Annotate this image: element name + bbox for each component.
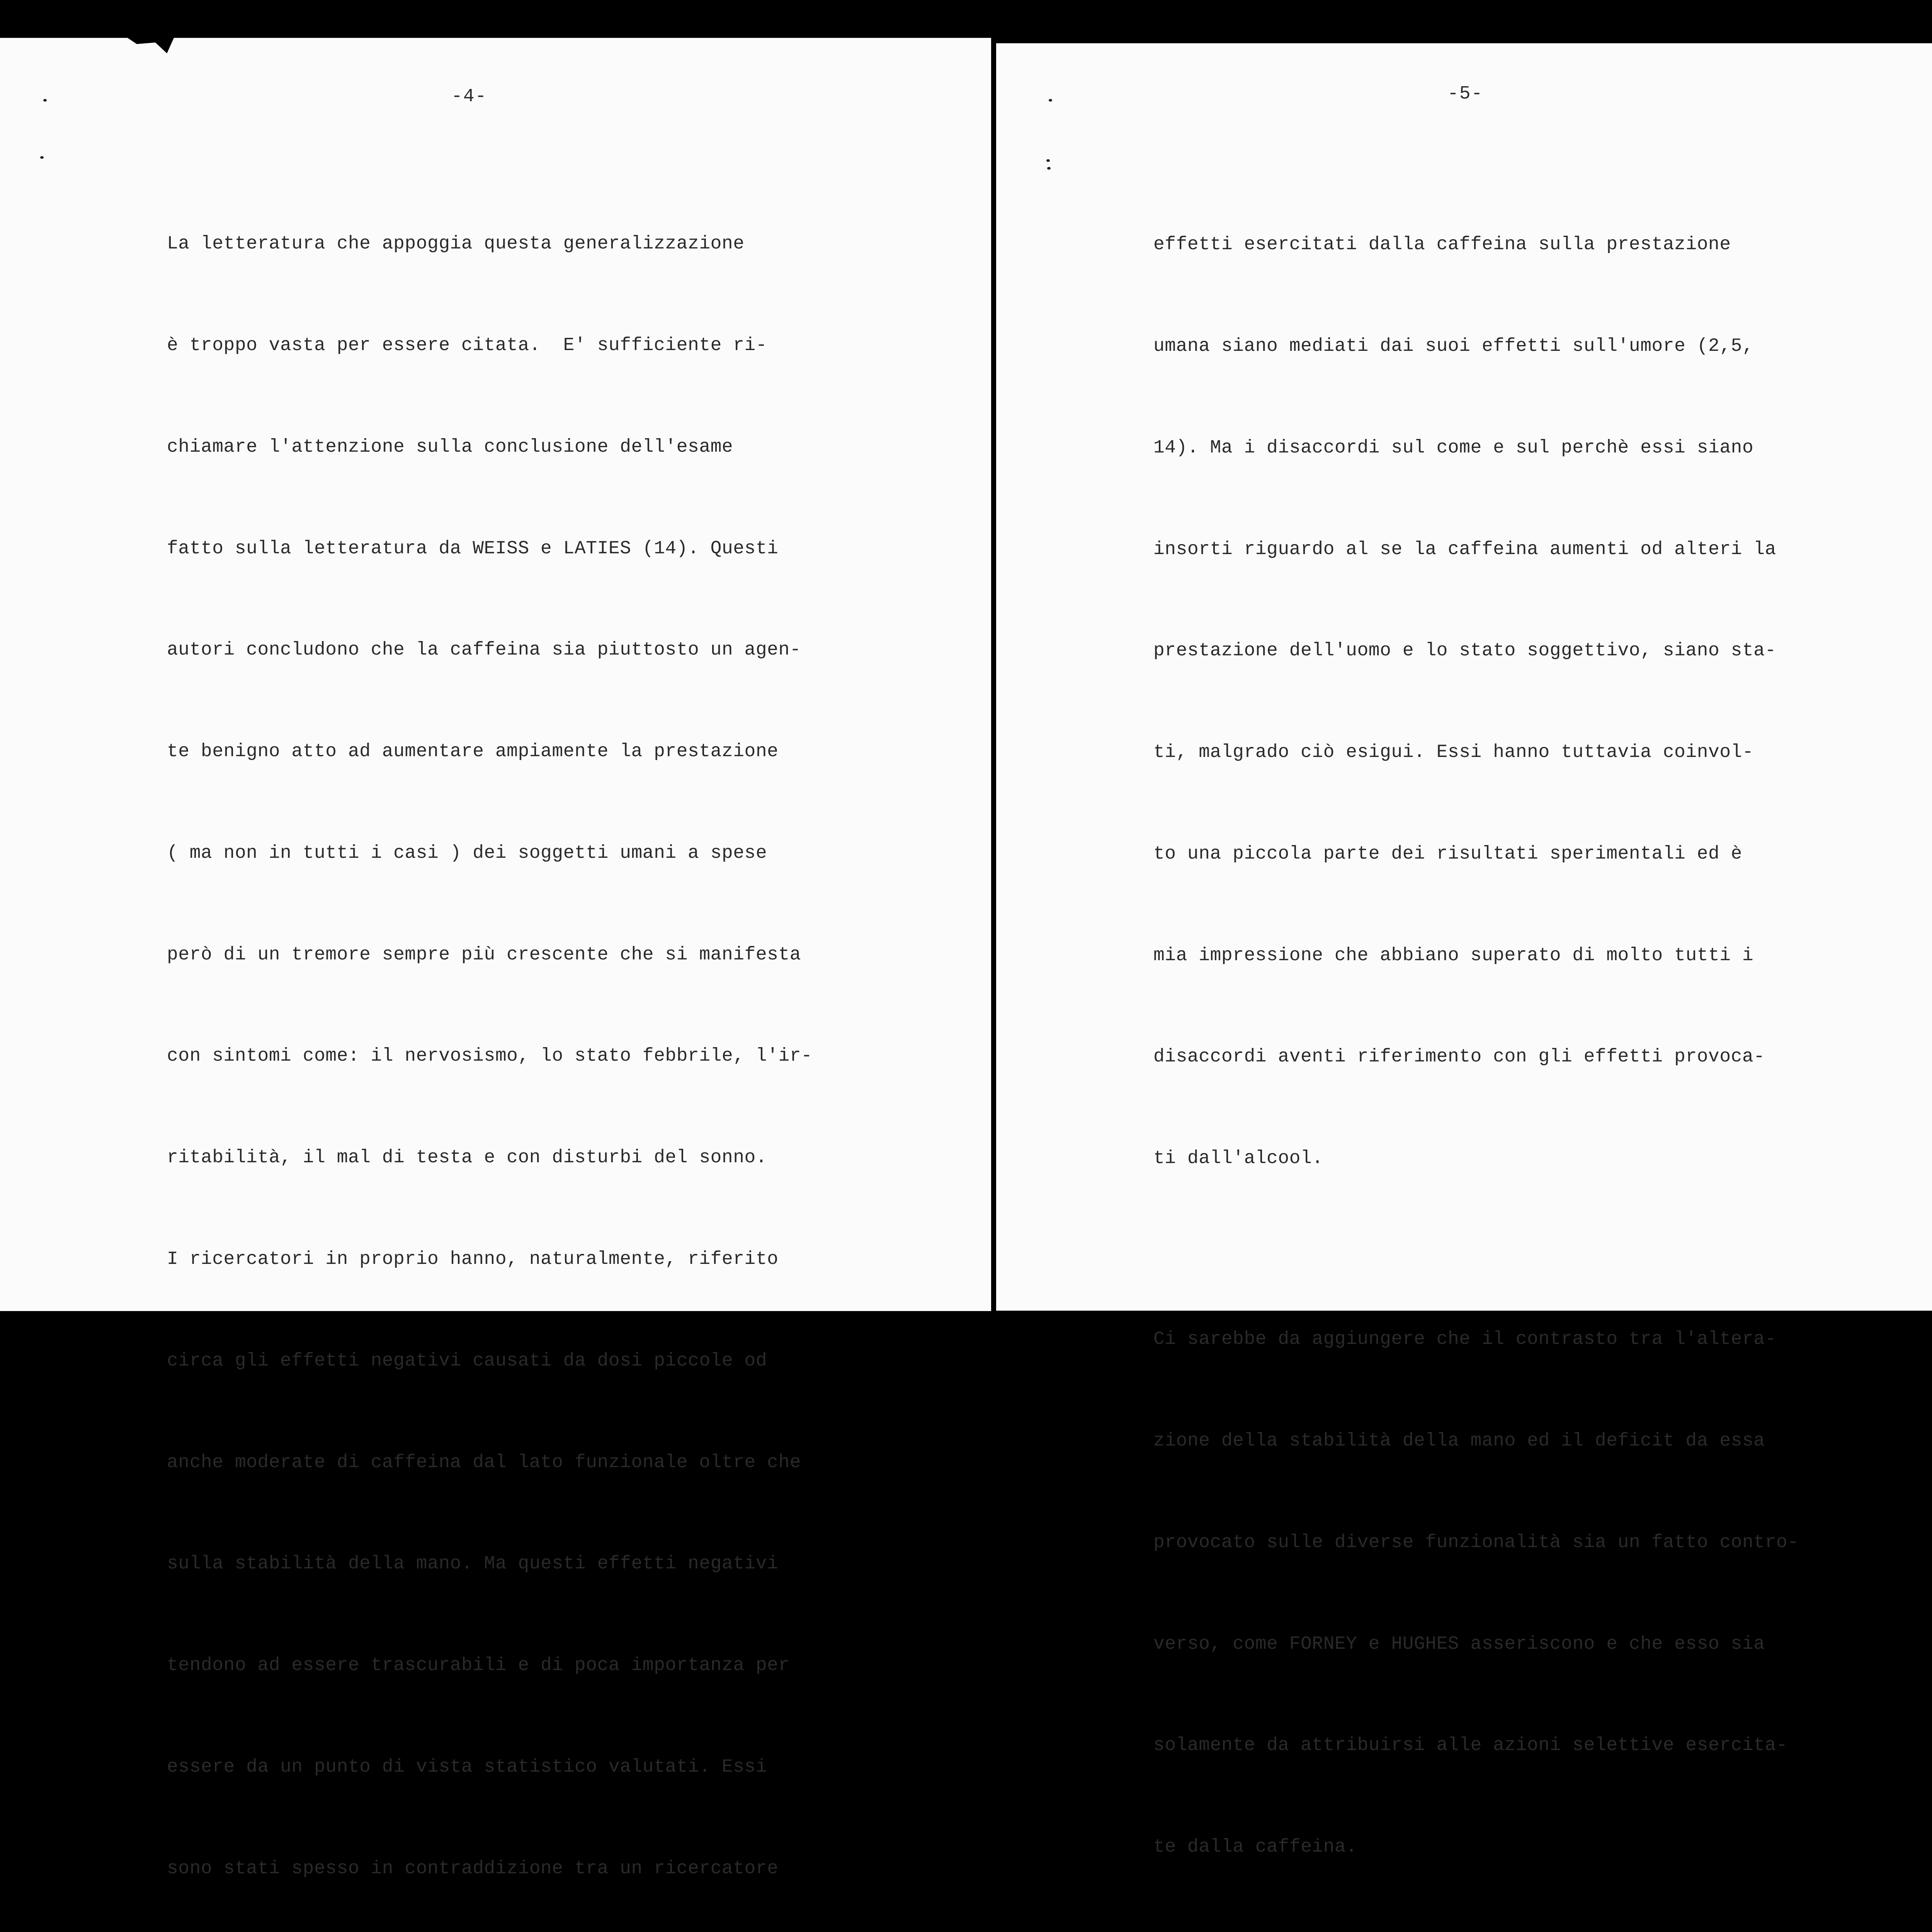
text-line: umana siano mediati dai suoi effetti sull'umore (2,5, — [1153, 330, 1810, 364]
text-line: zione della stabilità della mano ed il deficit da essa — [1153, 1424, 1810, 1458]
text-line: chiamare l'attenzione sulla conclusione dell'esame — [167, 430, 812, 464]
text-line: La letteratura che appoggia questa generalizzazione — [167, 227, 812, 261]
text-line: verso, come FORNEY e HUGHES asseriscono e che esso sia — [1153, 1628, 1810, 1662]
text-line: ti dall'alcool. — [1153, 1142, 1810, 1176]
text-line: disaccordi aventi riferimento con gli effetti provoca- — [1153, 1040, 1810, 1074]
text-line: anche moderate di caffeina dal lato funzionale oltre che — [167, 1446, 812, 1480]
text-line: sono stati spesso in contraddizione tra un ricercatore — [167, 1852, 812, 1886]
text-line: ti, malgrado ciò esigui. Essi hanno tuttavia coinvol- — [1153, 736, 1810, 770]
page-number-left: -4- — [451, 86, 487, 107]
text-line: mia impressione che abbiano superato di molto tutti i — [1153, 939, 1810, 973]
text-line: sulla stabilità della mano. Ma questi effetti negativi — [167, 1547, 812, 1581]
page-number-right: -5- — [1447, 83, 1483, 104]
speck-mark — [43, 99, 47, 102]
speck-mark — [1046, 159, 1050, 162]
text-line: ritabilità, il mal di testa e con disturbi del sonno. — [167, 1141, 812, 1175]
text-line: prestazione dell'uomo e lo stato soggettivo, siano sta- — [1153, 634, 1810, 668]
text-line: Ci sarebbe da aggiungere che il contrasto tra l'altera- — [1153, 1323, 1810, 1357]
text-line: I ricercatori in proprio hanno, naturalmente, riferito — [167, 1243, 812, 1277]
speck-mark — [1047, 167, 1051, 170]
text-line: provocato sulle diverse funzionalità sia un fatto contro- — [1153, 1526, 1810, 1560]
right-page — [996, 43, 1932, 1311]
text-line: però di un tremore sempre più crescente che si manifesta — [167, 938, 812, 972]
text-line: te benigno atto ad aumentare ampiamente la prestazione — [167, 735, 812, 769]
text-line: è troppo vasta per essere citata. E' sufficiente ri- — [167, 329, 812, 363]
text-line: fatto sulla letteratura da WEISS e LATIES (14). Questi — [167, 532, 812, 566]
text-line: effetti esercitati dalla caffeina sulla prestazione — [1153, 228, 1810, 262]
text-line: autori concludono che la caffeina sia piuttosto un agen- — [167, 633, 812, 667]
text-line: essere da un punto di vista statistico valutati. Essi — [167, 1750, 812, 1784]
right-page-body — [1153, 160, 1810, 1932]
text-line: ( ma non in tutti i casi ) dei soggetti umani a spese — [167, 837, 812, 871]
text-line: to una piccola parte dei risultati sperimentali ed è — [1153, 837, 1810, 871]
text-line: 14). Ma i disaccordi sul come e sul perchè essi siano — [1153, 431, 1810, 465]
text-line: insorti riguardo al se la caffeina aumenti od alteri la — [1153, 533, 1810, 567]
left-page — [0, 38, 991, 1311]
text-line: solamente da attribuirsi alle azioni selettive esercita- — [1153, 1729, 1810, 1763]
paragraph-gap — [1153, 1243, 1810, 1255]
text-line: tendono ad essere trascurabili e di poca importanza per — [167, 1649, 812, 1683]
text-line: circa gli effetti negativi causati da dosi piccole od — [167, 1344, 812, 1378]
speck-mark — [1049, 99, 1052, 102]
text-line: con sintomi come: il nervosismo, lo stato febbrile, l'ir- — [167, 1039, 812, 1073]
left-page-body — [167, 160, 812, 1932]
speck-mark — [40, 156, 44, 159]
text-line: te dalla caffeina. — [1153, 1830, 1810, 1864]
